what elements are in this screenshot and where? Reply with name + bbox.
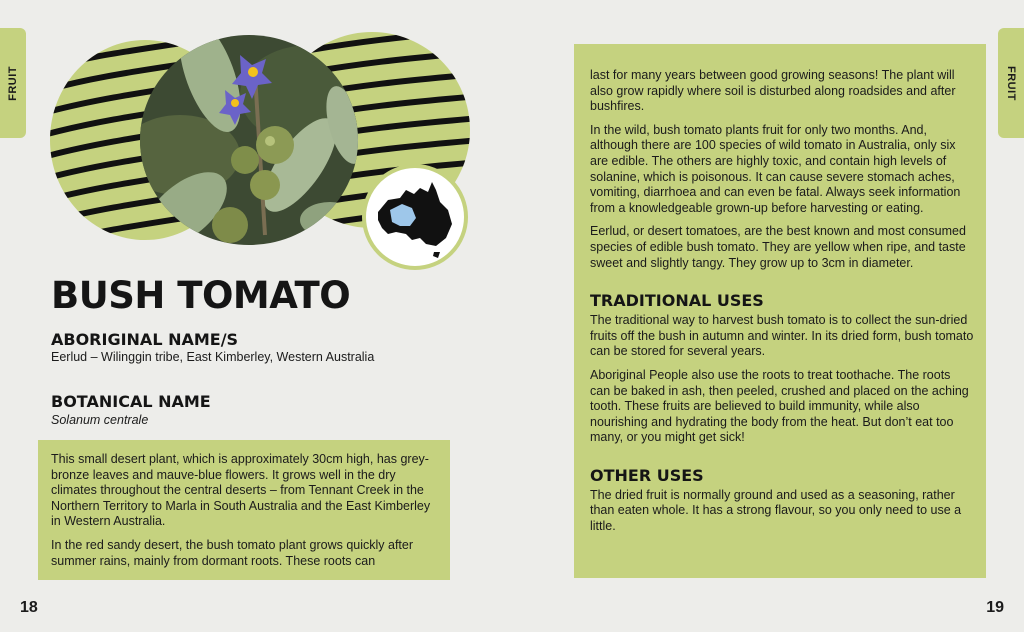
paragraph: The dried fruit is normally ground and used as a seasoning, rather than eaten whole. It has a strong flavour, so you only need to use a little. <box>590 487 962 534</box>
section-tab-right <box>998 28 1024 138</box>
australia-map-icon <box>366 168 464 266</box>
aboriginal-names-heading: ABORIGINAL NAME/S <box>51 330 239 349</box>
paragraph: The traditional way to harvest bush tomato is to collect the sun-dried fruits off the bush in autumn and winter. In its dried form, bush tomato can be stored for several years. <box>590 313 974 359</box>
botanical-name-text: Solanum centrale <box>51 413 149 427</box>
plant-illustration <box>140 35 358 245</box>
section-tab-label: FRUIT <box>1005 65 1017 101</box>
page-number-right: 19 <box>986 599 1004 616</box>
traditional-uses-heading: TRADITIONAL USES <box>590 291 764 311</box>
description-box-left <box>38 440 450 580</box>
paragraph: In the red sandy desert, the bush tomato plant grows quickly after summer rains, mainly from dormant roots. These roots can <box>51 537 414 568</box>
paragraph: Eerlud, or desert tomatoes, are the best known and most consumed species of edible bush tomato. They are yellow when ripe, and taste sweet and slightly tangy. They grow up to 3cm in diameter. <box>590 224 966 270</box>
page-title: BUSH TOMATO <box>51 274 351 317</box>
page-number-left: 18 <box>20 599 38 616</box>
section-tab-label: FRUIT <box>7 65 19 101</box>
distribution-map <box>362 164 468 270</box>
aboriginal-names-text: Eerlud – Wilinggin tribe, East Kimberley, Western Australia <box>51 350 375 364</box>
paragraph: This small desert plant, which is approximately 30cm high, has grey-bronze leaves and mauve-blue flowers. It grows well in the dry climates throughout the central deserts – from Tennant Creek in the Northern Territory to Marla in South Australia and the East Kimberley in Western Australia. <box>51 452 431 529</box>
other-uses-heading: OTHER USES <box>590 465 704 485</box>
paragraph: Aboriginal People also use the roots to treat toothache. The roots can be baked in ash, then peeled, crushed and placed on the aching tooth. These fruits are believed to build immunity, while also nourishing and hydrating the body from the heat. But don’t eat too many, or you might get sick! <box>590 367 969 445</box>
section-tab-left <box>0 28 26 138</box>
bush-tomato-photo <box>140 35 358 245</box>
paragraph: In the wild, bush tomato plants fruit for only two months. And, although there are 100 species of wild tomato in Australia, only six are edible. The others are highly toxic, and contain high levels of solanine, which is poisonous. It can cause severe stomach aches, vomiting, diarrhoea and can even be fatal. Always seek information from a knowledgeable grown-up before harvesting or eating. <box>590 122 961 215</box>
botanical-name-heading: BOTANICAL NAME <box>51 392 211 411</box>
paragraph: last for many years between good growing seasons! The plant will also grow rapidly where soil is disturbed along roadsides and after bushfires. <box>590 68 956 114</box>
description-box-right <box>574 44 986 578</box>
